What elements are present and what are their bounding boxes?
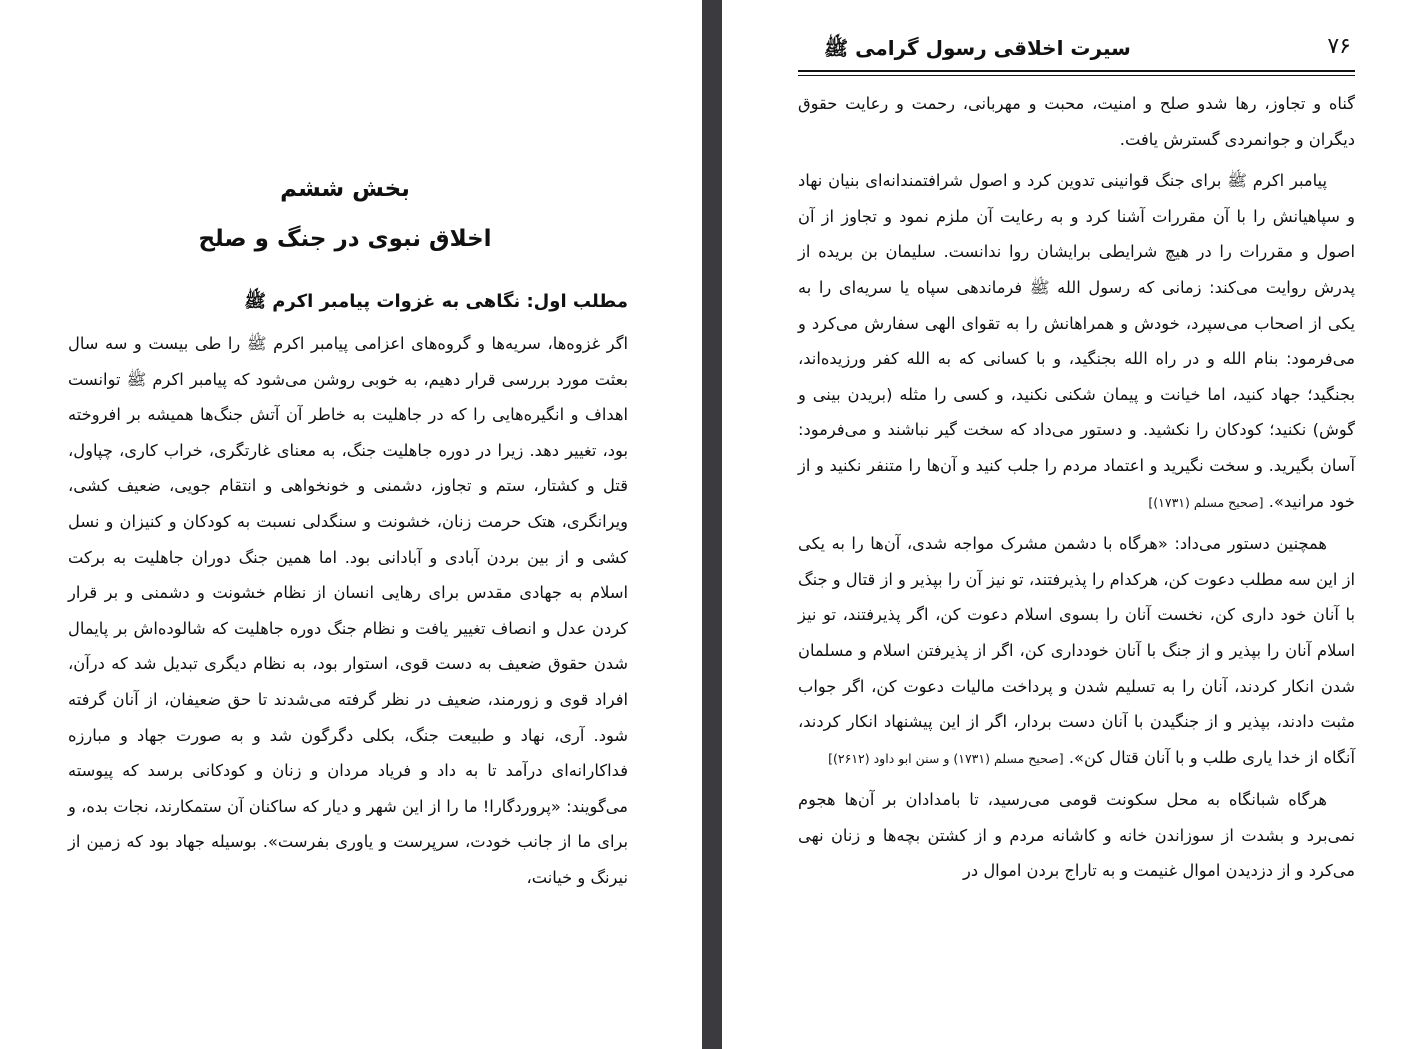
running-header xyxy=(798,30,1355,74)
paragraph-text: همچنین دستور می‌داد: «هرگاه با دشمن مشرک مواجه شدی، آن‌ها را به یکی از این سه مطلب دعوت کن، هرکدام را پذیرفتند، تو نیز آن را بپذیر و از قتال و جنگ با آنان خود داری کن، نخست آنان را بسوی اسلام دعوت کن، اگر پذیرفتند، تو نیز اسلام آنان را بپذیر و از جنگ با آنان خودداری کن، اگر از پذیرفتن اسلام و مسلمان شدن انکار کردند، آنان را به تسلیم شدن و پرداخت مالیات دعوت کن، اگر جواب مثبت دادند، بپذیر و از جنگیدن با آنان دست بردار، اگر از این پیشنهاد انکار کردند، آنگاه از خدا یاری طلب و با آنان قتال کن». xyxy=(798,534,1355,767)
header-rule xyxy=(798,70,1355,72)
left-paragraph: اگر غزوه‌ها، سریه‌ها و گروه‌های اعزامی پیامبر اکرم ﷺ را طی بیست و سه سال بعثت مورد بررسی قرار دهیم، به خوبی روشن می‌شود که پیامبر اکرم ﷺ توانست اهداف و انگیره‌هایی را که در جاهلیت به خاطر آن آتش جنگ‌ها همیشه بر افروخته بود، تغییر دهد. زیرا در دوره جاهلیت جنگ، به معنای غارتگری، خراب کاری، چپاول، قتل و کشتار، ستم و تجاوز، دشمنی و خونخواهی و انتقام جویی، ضعیف کشی، ویرانگری، هتک حرمت زنان، خشونت و سنگدلی نسبت به کودکان و کنیزان و نسل کشی و از بین بردن آبادی و آبادانی بود. اما همین جنگ دوران جاهلیت به برکت اسلام به جهادی مقدس برای رهایی انسان از نظام خشونت و دشمنی و بر قرار کردن عدل و انصاف تغییر یافت و نظام جنگ دوره جاهلیت که شالوده‌اش بر پایمال شدن حقوق ضعیف به دست قوی، استوار بود، به نظام دیگری تبدیل شد که درآن، افراد قوی و زورمند، ضعیف در نظر گرفته می‌شدند تا حق ضعیفان، از آنان گرفته شود. آری، نهاد و طبیعت جنگ، بکلی دگرگون شد و به صورت جهاد و مبارزه فداکارانه‌ای درآمد تا به داد و فریاد مردان و زنان و کودکانی برسد که پیوسته می‌گویند: «پروردگارا! ما را از این شهر و دیار که ساکنان آن ستمکارند، نجات بده، و برای ما از جانب خودت، سرپرست و یاوری بفرست». بوسیله جهاد بود که زمین از نیرنگ و خیانت، xyxy=(68,334,628,887)
header-title: سیرت اخلاقی رسول گرامی ﷺ xyxy=(824,36,1131,60)
page-number: ۷۶ xyxy=(1327,34,1351,59)
citation: [صحیح مسلم (۱۷۳۱)] xyxy=(1148,494,1264,510)
chapter-title: اخلاق نبوی در جنگ و صلح xyxy=(198,226,492,252)
right-body-text xyxy=(798,86,1355,889)
right-paragraph-1: گناه و تجاوز، رها شدو صلح و امنیت، محبت و مهربانی، رحمت و رعایت حقوق دیگران و جوانمردی گسترش یافت. xyxy=(798,94,1355,149)
subheading: مطلب اول: نگاهی به غزوات پیامبر اکرم ﷺ xyxy=(244,291,628,312)
left-body-text xyxy=(68,326,628,896)
section-title: بخش ششم xyxy=(280,176,410,202)
book-gutter xyxy=(702,0,722,1049)
right-paragraph-4: هرگاه شبانگاه به محل سکونت قومی می‌رسید، تا بامدادان بر آن‌ها هجوم نمی‌برد و بشدت از سوزاندن خانه و کاشانه مردم و از کشتن بچه‌ها و زنان نهی می‌کرد و از دزدیدن اموال غنیمت و به تاراج بردن اموال در xyxy=(798,790,1355,881)
right-paragraph-2 xyxy=(798,163,1355,520)
left-page xyxy=(0,0,702,1049)
paragraph-text: پیامبر اکرم ﷺ برای جنگ قوانینی تدوین کرد و اصول شرافتمندانه‌ای بنیان نهاد و سپاهیانش را با آن مقررات آشنا کرد و به رعایت آن ملزم نمود و تجاوز از آن اصول و مقررات را در هیچ شرایطی برایشان روا ندانست. سلیمان بن بریده از پدرش روایت می‌کند: زمانی که رسول الله ﷺ فرماندهی سپاه یا سریه‌ای را به یکی از اصحاب می‌سپرد، خودش و همراهانش را به تقوای الهی سفارش می‌کرد و می‌فرمود: بنام الله و در راه الله بجنگید، و با کسانی که به الله کفر ورزیده‌اند، بجنگید؛ جهاد کنید، اما خیانت و پیمان شکنی نکنید، و کسی را مثله (بریدن بینی و گوش) نکنید؛ کودکان را نکشید. و دستور می‌داد که سخت گیر نباشند و می‌فرمود: آسان بگیرید. و سخت نگیرید و اعتماد مردم را جلب کنید و آن‌ها را متنفر نکنید و از خود مرانید». xyxy=(798,171,1355,511)
right-paragraph-3 xyxy=(798,526,1355,776)
citation: [صحیح مسلم (۱۷۳۱) و سنن ابو داود (۲۶۱۲)] xyxy=(828,750,1064,766)
header-rule-thin xyxy=(798,75,1355,76)
right-page xyxy=(722,0,1427,1049)
